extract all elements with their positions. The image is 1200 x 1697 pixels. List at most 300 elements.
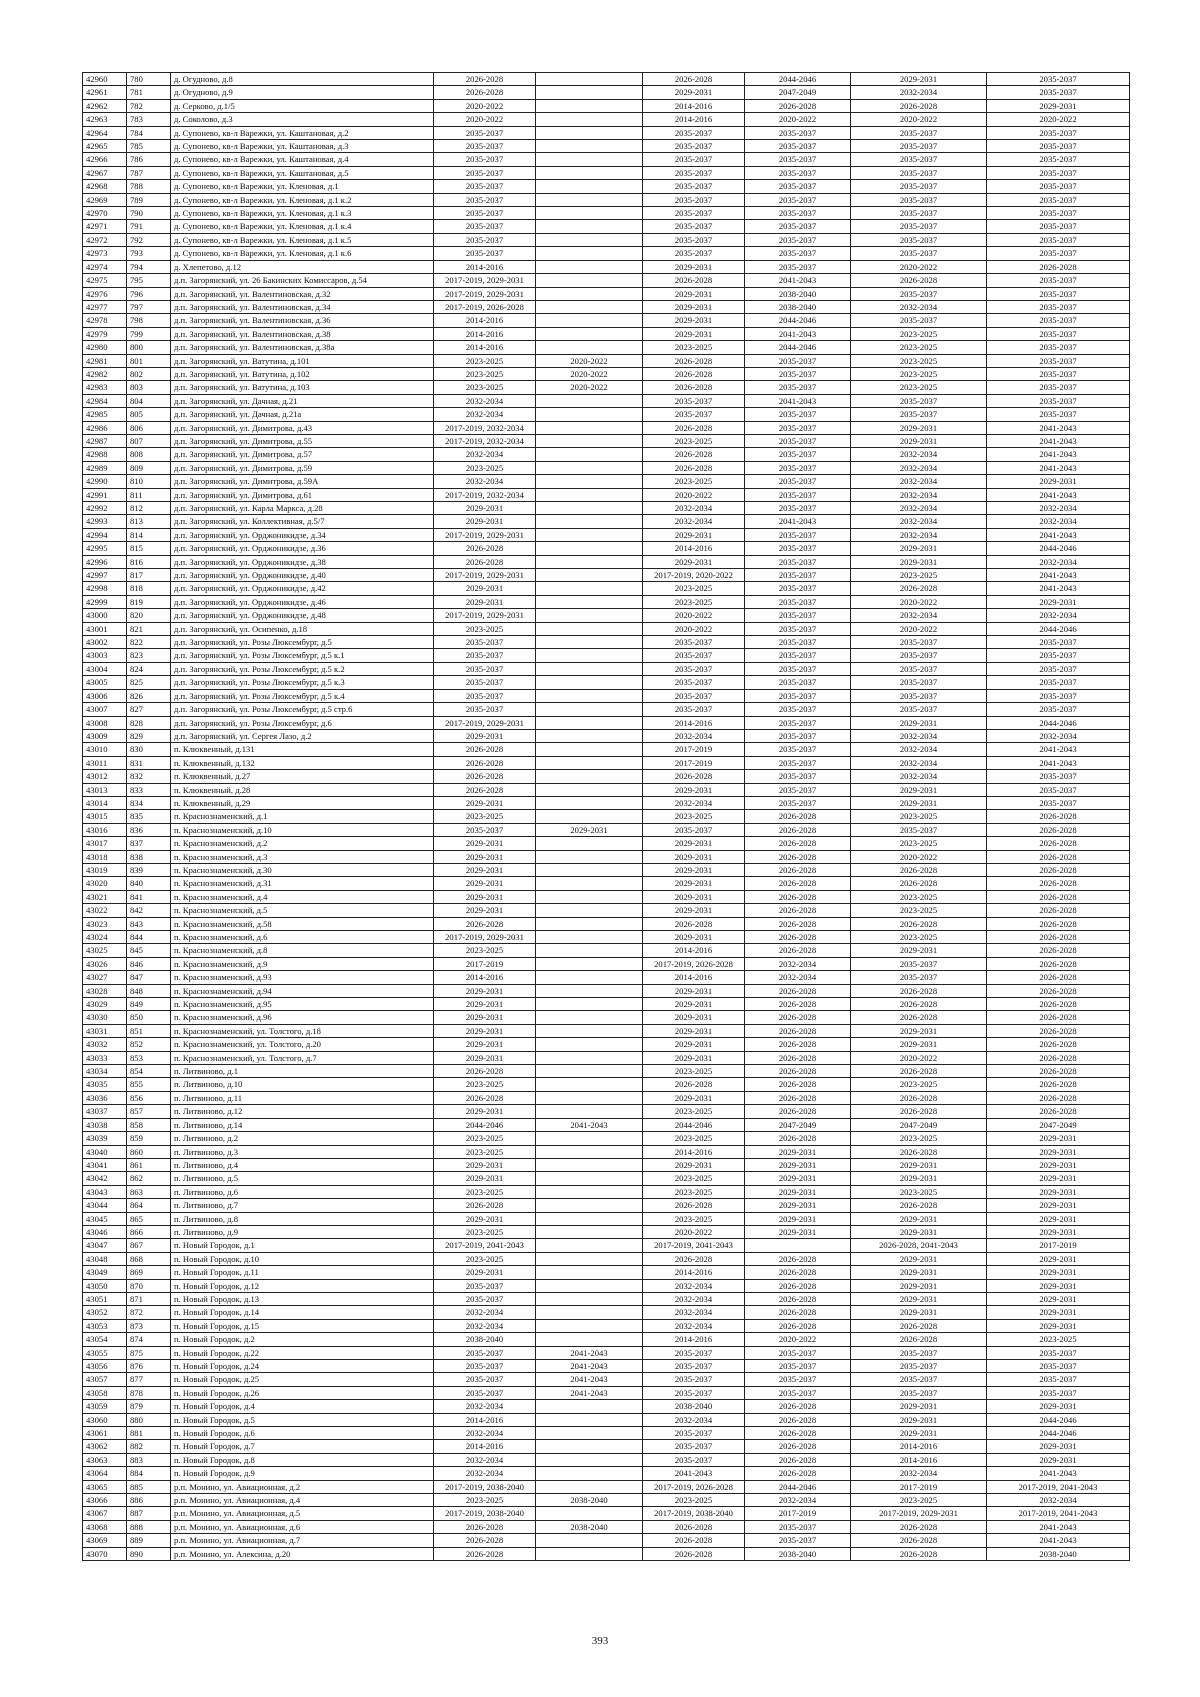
period-cell-2 <box>536 1038 643 1051</box>
period-cell-1: 2017-2019, 2032-2034 <box>434 434 536 447</box>
table-row <box>83 1132 1130 1145</box>
address-cell: п. Новый Городок, д.6 <box>171 1427 434 1440</box>
period-cell-4: 2041-2043 <box>745 515 851 528</box>
row-number-cell: 791 <box>127 220 171 233</box>
period-cell-1: 2035-2037 <box>434 247 536 260</box>
period-cell-1: 2029-2031 <box>434 1051 536 1064</box>
period-cell-2 <box>536 140 643 153</box>
table-row <box>83 381 1130 394</box>
period-cell-6: 2026-2028 <box>987 837 1130 850</box>
address-cell: п. Клюквенный, д.131 <box>171 743 434 756</box>
period-cell-4: 2035-2037 <box>745 542 851 555</box>
period-cell-4: 2026-2028 <box>745 850 851 863</box>
period-cell-3: 2029-2031 <box>643 783 745 796</box>
period-cell-5: 2020-2022 <box>851 595 987 608</box>
table-row <box>83 729 1130 742</box>
period-cell-6: 2035-2037 <box>987 394 1130 407</box>
period-cell-3: 2029-2031 <box>643 1038 745 1051</box>
period-cell-1: 2026-2028 <box>434 1199 536 1212</box>
address-cell: п. Клюквенный, д.27 <box>171 770 434 783</box>
record-id-cell: 42967 <box>83 166 127 179</box>
address-cell: р.п. Монино, ул. Авиационная, д.6 <box>171 1520 434 1533</box>
period-cell-6: 2035-2037 <box>987 1346 1130 1359</box>
address-cell: д. Супонево, кв-л Варежки, ул. Кленовая, д.1 <box>171 180 434 193</box>
period-cell-2 <box>536 569 643 582</box>
address-cell: п. Новый Городок, д.7 <box>171 1440 434 1453</box>
period-cell-3: 2038-2040 <box>643 1400 745 1413</box>
period-cell-5: 2014-2016 <box>851 1440 987 1453</box>
period-cell-5: 2035-2037 <box>851 1386 987 1399</box>
record-id-cell: 43017 <box>83 837 127 850</box>
address-cell: д.п. Загорянский, ул. Димитрова, д.61 <box>171 488 434 501</box>
address-cell: д.п. Загорянский, ул. Димитрова, д.43 <box>171 421 434 434</box>
period-cell-4: 2020-2022 <box>745 113 851 126</box>
address-cell: д.п. Загорянский, ул. Сергея Лазо, д.2 <box>171 729 434 742</box>
record-id-cell: 43019 <box>83 863 127 876</box>
period-cell-5: 2035-2037 <box>851 971 987 984</box>
period-cell-3: 2035-2037 <box>643 823 745 836</box>
period-cell-3: 2020-2022 <box>643 488 745 501</box>
address-cell: п. Литвиново, д.10 <box>171 1078 434 1091</box>
period-cell-2 <box>536 207 643 220</box>
record-id-cell: 43014 <box>83 796 127 809</box>
record-id-cell: 43049 <box>83 1266 127 1279</box>
address-cell: р.п. Монино, ул. Авиационная, д.5 <box>171 1507 434 1520</box>
period-cell-3: 2020-2022 <box>643 622 745 635</box>
period-cell-6: 2032-2034 <box>987 1494 1130 1507</box>
record-id-cell: 42993 <box>83 515 127 528</box>
period-cell-5: 2032-2034 <box>851 743 987 756</box>
row-number-cell: 812 <box>127 502 171 515</box>
record-id-cell: 43043 <box>83 1185 127 1198</box>
period-cell-6: 2029-2031 <box>987 1172 1130 1185</box>
table-row <box>83 1453 1130 1466</box>
row-number-cell: 874 <box>127 1333 171 1346</box>
table-row <box>83 434 1130 447</box>
row-number-cell: 834 <box>127 796 171 809</box>
period-cell-4: 2035-2037 <box>745 703 851 716</box>
period-cell-3: 2017-2019, 2038-2040 <box>643 1507 745 1520</box>
record-id-cell: 43036 <box>83 1091 127 1104</box>
record-id-cell: 43033 <box>83 1051 127 1064</box>
period-cell-1: 2014-2016 <box>434 971 536 984</box>
table-row <box>83 1507 1130 1520</box>
period-cell-4: 2035-2037 <box>745 636 851 649</box>
table-row <box>83 1534 1130 1547</box>
period-cell-1: 2023-2025 <box>434 354 536 367</box>
record-id-cell: 42982 <box>83 367 127 380</box>
period-cell-1: 2029-2031 <box>434 515 536 528</box>
address-cell: п. Краснознаменский, д.31 <box>171 877 434 890</box>
row-number-cell: 792 <box>127 233 171 246</box>
period-cell-4: 2026-2028 <box>745 1011 851 1024</box>
period-cell-5: 2014-2016 <box>851 1453 987 1466</box>
period-cell-4: 2047-2049 <box>745 86 851 99</box>
period-cell-2 <box>536 703 643 716</box>
row-number-cell: 867 <box>127 1239 171 1252</box>
period-cell-6: 2026-2028 <box>987 1078 1130 1091</box>
address-cell: д.п. Загорянский, ул. Орджоникидзе, д.48 <box>171 609 434 622</box>
record-id-cell: 42989 <box>83 461 127 474</box>
period-cell-6: 2035-2037 <box>987 341 1130 354</box>
period-cell-1: 2026-2028 <box>434 542 536 555</box>
row-number-cell: 882 <box>127 1440 171 1453</box>
period-cell-5: 2035-2037 <box>851 126 987 139</box>
row-number-cell: 835 <box>127 810 171 823</box>
address-cell: д.п. Загорянский, ул. Розы Люксембург, д.5 к.4 <box>171 689 434 702</box>
period-cell-4: 2035-2037 <box>745 756 851 769</box>
address-cell: д. Хлепетово, д.12 <box>171 260 434 273</box>
period-cell-3: 2029-2031 <box>643 1024 745 1037</box>
period-cell-6: 2035-2037 <box>987 367 1130 380</box>
period-cell-3: 2044-2046 <box>643 1118 745 1131</box>
table-row <box>83 1212 1130 1225</box>
period-cell-1: 2023-2025 <box>434 944 536 957</box>
period-cell-5: 2035-2037 <box>851 247 987 260</box>
period-cell-5: 2029-2031 <box>851 1427 987 1440</box>
period-cell-2 <box>536 850 643 863</box>
record-id-cell: 43004 <box>83 662 127 675</box>
row-number-cell: 860 <box>127 1145 171 1158</box>
period-cell-6: 2029-2031 <box>987 1319 1130 1332</box>
record-id-cell: 43040 <box>83 1145 127 1158</box>
period-cell-1: 2029-2031 <box>434 998 536 1011</box>
period-cell-1: 2017-2019 <box>434 957 536 970</box>
table-row <box>83 448 1130 461</box>
record-id-cell: 43039 <box>83 1132 127 1145</box>
record-id-cell: 42997 <box>83 569 127 582</box>
table-row <box>83 287 1130 300</box>
period-cell-5: 2017-2019 <box>851 1480 987 1493</box>
record-id-cell: 42966 <box>83 153 127 166</box>
period-cell-6: 2035-2037 <box>987 140 1130 153</box>
period-cell-4: 2029-2031 <box>745 1199 851 1212</box>
period-cell-2 <box>536 998 643 1011</box>
address-cell: п. Краснознаменский, д.10 <box>171 823 434 836</box>
period-cell-4: 2029-2031 <box>745 1225 851 1238</box>
address-cell: п. Новый Городок, д.15 <box>171 1319 434 1332</box>
table-row <box>83 1038 1130 1051</box>
period-cell-5: 2029-2031 <box>851 796 987 809</box>
table-row <box>83 1360 1130 1373</box>
address-cell: д. Супонево, кв-л Варежки, ул. Каштановая, д.5 <box>171 166 434 179</box>
period-cell-6: 2020-2022 <box>987 113 1130 126</box>
period-cell-3: 2032-2034 <box>643 1279 745 1292</box>
table-row <box>83 260 1130 273</box>
address-cell: п. Литвиново, д.9 <box>171 1225 434 1238</box>
period-cell-6: 2035-2037 <box>987 676 1130 689</box>
record-id-cell: 43009 <box>83 729 127 742</box>
period-cell-4: 2035-2037 <box>745 502 851 515</box>
row-number-cell: 880 <box>127 1413 171 1426</box>
row-number-cell: 858 <box>127 1118 171 1131</box>
period-cell-2 <box>536 1400 643 1413</box>
row-number-cell: 832 <box>127 770 171 783</box>
table-row <box>83 863 1130 876</box>
period-cell-4: 2035-2037 <box>745 796 851 809</box>
period-cell-1: 2029-2031 <box>434 1038 536 1051</box>
address-cell: д. Супонево, кв-л Варежки, ул. Кленовая, д.1 к.3 <box>171 207 434 220</box>
period-cell-2 <box>536 931 643 944</box>
period-cell-4: 2044-2046 <box>745 73 851 86</box>
address-cell: д.п. Загорянский, ул. Димитрова, д.57 <box>171 448 434 461</box>
period-cell-4: 2029-2031 <box>745 1158 851 1171</box>
row-number-cell: 809 <box>127 461 171 474</box>
table-row <box>83 582 1130 595</box>
period-cell-3: 2032-2034 <box>643 1413 745 1426</box>
address-cell: п. Краснознаменский, д.95 <box>171 998 434 1011</box>
address-cell: р.п. Монино, ул. Авиационная, д.4 <box>171 1494 434 1507</box>
table-row <box>83 153 1130 166</box>
address-cell: п. Краснознаменский, д.6 <box>171 931 434 944</box>
address-cell: п. Литвиново, д.8 <box>171 1212 434 1225</box>
period-cell-4: 2035-2037 <box>745 381 851 394</box>
period-cell-1: 2026-2028 <box>434 1547 536 1560</box>
period-cell-2 <box>536 1011 643 1024</box>
period-cell-3: 2017-2019, 2026-2028 <box>643 957 745 970</box>
period-cell-4: 2035-2037 <box>745 1360 851 1373</box>
row-number-cell: 838 <box>127 850 171 863</box>
period-cell-5: 2032-2034 <box>851 1467 987 1480</box>
row-number-cell: 864 <box>127 1199 171 1212</box>
table-row <box>83 1158 1130 1171</box>
record-id-cell: 42986 <box>83 421 127 434</box>
period-cell-6: 2035-2037 <box>987 649 1130 662</box>
record-id-cell: 42978 <box>83 314 127 327</box>
row-number-cell: 857 <box>127 1105 171 1118</box>
record-id-cell: 43069 <box>83 1534 127 1547</box>
period-cell-6: 2035-2037 <box>987 636 1130 649</box>
period-cell-5: 2026-2028 <box>851 863 987 876</box>
record-id-cell: 42973 <box>83 247 127 260</box>
table-row <box>83 126 1130 139</box>
record-id-cell: 43032 <box>83 1038 127 1051</box>
period-cell-2: 2041-2043 <box>536 1346 643 1359</box>
period-cell-2: 2038-2040 <box>536 1494 643 1507</box>
period-cell-1: 2029-2031 <box>434 1172 536 1185</box>
period-cell-5: 2035-2037 <box>851 394 987 407</box>
period-cell-1: 2026-2028 <box>434 743 536 756</box>
table-row <box>83 904 1130 917</box>
address-cell: д.п. Загорянский, ул. Валентиновская, д.34 <box>171 300 434 313</box>
address-cell: п. Краснознаменский, д.3 <box>171 850 434 863</box>
period-cell-3: 2029-2031 <box>643 850 745 863</box>
period-cell-3: 2023-2025 <box>643 1212 745 1225</box>
period-cell-1: 2038-2040 <box>434 1333 536 1346</box>
period-cell-4: 2026-2028 <box>745 984 851 997</box>
row-number-cell: 816 <box>127 555 171 568</box>
table-row <box>83 877 1130 890</box>
address-cell: п. Литвиново, д.6 <box>171 1185 434 1198</box>
period-cell-2 <box>536 394 643 407</box>
period-cell-1: 2017-2019, 2029-2031 <box>434 528 536 541</box>
period-cell-5: 2023-2025 <box>851 1494 987 1507</box>
period-cell-6: 2047-2049 <box>987 1118 1130 1131</box>
period-cell-6: 2026-2028 <box>987 1024 1130 1037</box>
period-cell-4: 2035-2037 <box>745 488 851 501</box>
period-cell-6: 2032-2034 <box>987 515 1130 528</box>
period-cell-1: 2035-2037 <box>434 140 536 153</box>
period-cell-1: 2023-2025 <box>434 367 536 380</box>
period-cell-2 <box>536 1225 643 1238</box>
period-cell-1: 2035-2037 <box>434 1386 536 1399</box>
address-cell: п. Краснознаменский, д.93 <box>171 971 434 984</box>
address-cell: п. Литвиново, д.5 <box>171 1172 434 1185</box>
row-number-cell: 856 <box>127 1091 171 1104</box>
period-cell-1: 2023-2025 <box>434 461 536 474</box>
address-cell: п. Краснознаменский, д.58 <box>171 917 434 930</box>
record-id-cell: 43054 <box>83 1333 127 1346</box>
period-cell-2 <box>536 904 643 917</box>
period-cell-3: 2026-2028 <box>643 381 745 394</box>
row-number-cell: 877 <box>127 1373 171 1386</box>
table-row <box>83 1024 1130 1037</box>
period-cell-5: 2029-2031 <box>851 1212 987 1225</box>
period-cell-5: 2023-2025 <box>851 1185 987 1198</box>
row-number-cell: 859 <box>127 1132 171 1145</box>
period-cell-6: 2041-2043 <box>987 421 1130 434</box>
address-cell: п. Краснознаменский, ул. Толстого, д.7 <box>171 1051 434 1064</box>
period-cell-2 <box>536 1252 643 1265</box>
record-id-cell: 43061 <box>83 1427 127 1440</box>
period-cell-1: 2029-2031 <box>434 595 536 608</box>
period-cell-6: 2035-2037 <box>987 408 1130 421</box>
period-cell-1: 2029-2031 <box>434 850 536 863</box>
period-cell-4: 2035-2037 <box>745 408 851 421</box>
period-cell-4: 2017-2019 <box>745 1507 851 1520</box>
period-cell-5: 2026-2028 <box>851 1145 987 1158</box>
table-row <box>83 823 1130 836</box>
period-cell-2: 2020-2022 <box>536 367 643 380</box>
period-cell-4: 2038-2040 <box>745 287 851 300</box>
period-cell-1: 2035-2037 <box>434 703 536 716</box>
period-cell-4: 2026-2028 <box>745 810 851 823</box>
period-cell-5: 2029-2031 <box>851 1172 987 1185</box>
address-cell: д.п. Загорянский, ул. Розы Люксембург, д.6 <box>171 716 434 729</box>
period-cell-4: 2035-2037 <box>745 569 851 582</box>
period-cell-6: 2026-2028 <box>987 877 1130 890</box>
period-cell-1: 2017-2019, 2029-2031 <box>434 716 536 729</box>
table-row <box>83 515 1130 528</box>
row-number-cell: 820 <box>127 609 171 622</box>
table-body <box>83 73 1130 1561</box>
period-cell-2 <box>536 1091 643 1104</box>
table-row <box>83 1547 1130 1560</box>
period-cell-4: 2035-2037 <box>745 475 851 488</box>
period-cell-4: 2026-2028 <box>745 863 851 876</box>
period-cell-3: 2017-2019, 2026-2028 <box>643 1480 745 1493</box>
row-number-cell: 807 <box>127 434 171 447</box>
period-cell-6: 2026-2028 <box>987 1051 1130 1064</box>
period-cell-2 <box>536 1333 643 1346</box>
period-cell-3: 2029-2031 <box>643 998 745 1011</box>
address-cell: п. Новый Городок, д.8 <box>171 1453 434 1466</box>
period-cell-4: 2035-2037 <box>745 193 851 206</box>
period-cell-2: 2029-2031 <box>536 823 643 836</box>
record-id-cell: 43052 <box>83 1306 127 1319</box>
period-cell-5: 2023-2025 <box>851 381 987 394</box>
period-cell-2 <box>536 756 643 769</box>
address-cell: п. Новый Городок, д.24 <box>171 1360 434 1373</box>
row-number-cell: 854 <box>127 1065 171 1078</box>
period-cell-6: 2035-2037 <box>987 314 1130 327</box>
row-number-cell: 837 <box>127 837 171 850</box>
period-cell-2 <box>536 1212 643 1225</box>
period-cell-2 <box>536 99 643 112</box>
period-cell-6: 2035-2037 <box>987 166 1130 179</box>
period-cell-5: 2035-2037 <box>851 689 987 702</box>
period-cell-2 <box>536 341 643 354</box>
record-id-cell: 42996 <box>83 555 127 568</box>
table-row <box>83 716 1130 729</box>
table-row <box>83 1065 1130 1078</box>
row-number-cell: 888 <box>127 1520 171 1533</box>
period-cell-4: 2044-2046 <box>745 314 851 327</box>
period-cell-3: 2029-2031 <box>643 1158 745 1171</box>
period-cell-1: 2026-2028 <box>434 73 536 86</box>
period-cell-2 <box>536 86 643 99</box>
address-cell: д.п. Загорянский, ул. Орджоникидзе, д.40 <box>171 569 434 582</box>
table-row <box>83 1011 1130 1024</box>
period-cell-4: 2035-2037 <box>745 743 851 756</box>
record-id-cell: 43055 <box>83 1346 127 1359</box>
period-cell-1: 2035-2037 <box>434 233 536 246</box>
period-cell-1: 2026-2028 <box>434 86 536 99</box>
period-cell-5: 2026-2028, 2041-2043 <box>851 1239 987 1252</box>
period-cell-6: 2026-2028 <box>987 260 1130 273</box>
period-cell-3: 2035-2037 <box>643 703 745 716</box>
period-cell-6: 2035-2037 <box>987 662 1130 675</box>
period-cell-6: 2029-2031 <box>987 1185 1130 1198</box>
record-id-cell: 43005 <box>83 676 127 689</box>
period-cell-5: 2029-2031 <box>851 73 987 86</box>
period-cell-1: 2017-2019, 2038-2040 <box>434 1480 536 1493</box>
period-cell-2 <box>536 153 643 166</box>
period-cell-2 <box>536 1132 643 1145</box>
table-row <box>83 1185 1130 1198</box>
period-cell-6: 2029-2031 <box>987 1440 1130 1453</box>
row-number-cell: 786 <box>127 153 171 166</box>
table-row <box>83 207 1130 220</box>
period-cell-1: 2035-2037 <box>434 649 536 662</box>
period-cell-2 <box>536 555 643 568</box>
row-number-cell: 790 <box>127 207 171 220</box>
table-row <box>83 743 1130 756</box>
period-cell-2 <box>536 126 643 139</box>
row-number-cell: 876 <box>127 1360 171 1373</box>
period-cell-4: 2035-2037 <box>745 1373 851 1386</box>
address-cell: п. Новый Городок, д.11 <box>171 1266 434 1279</box>
period-cell-3: 2035-2037 <box>643 636 745 649</box>
row-number-cell: 869 <box>127 1266 171 1279</box>
period-cell-4: 2026-2028 <box>745 904 851 917</box>
row-number-cell: 849 <box>127 998 171 1011</box>
row-number-cell: 886 <box>127 1494 171 1507</box>
table-row <box>83 837 1130 850</box>
address-cell: д. Супонево, кв-л Варежки, ул. Кленовая, д.1 к.5 <box>171 233 434 246</box>
record-id-cell: 42985 <box>83 408 127 421</box>
period-cell-4: 2035-2037 <box>745 609 851 622</box>
period-cell-6: 2029-2031 <box>987 1400 1130 1413</box>
period-cell-2 <box>536 461 643 474</box>
period-cell-2: 2020-2022 <box>536 354 643 367</box>
period-cell-5: 2029-2031 <box>851 1292 987 1305</box>
period-cell-3: 2029-2031 <box>643 260 745 273</box>
address-cell: д. Соколово, д.3 <box>171 113 434 126</box>
period-cell-1: 2029-2031 <box>434 1011 536 1024</box>
table-row <box>83 971 1130 984</box>
period-cell-4: 2029-2031 <box>745 1172 851 1185</box>
